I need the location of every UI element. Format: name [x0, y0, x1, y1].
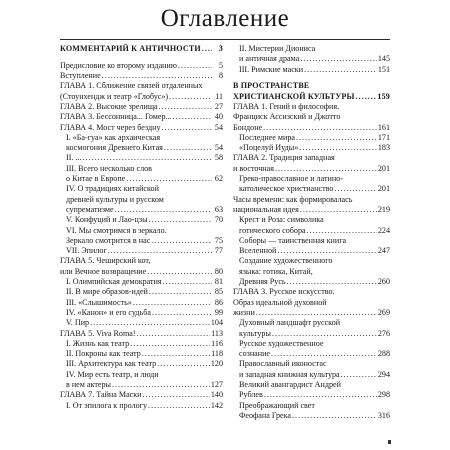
toc-entry: [60, 112, 223, 122]
toc-page-number: 113: [211, 328, 223, 338]
toc-entry-text: и восточная: [233, 163, 274, 173]
toc-entry-text: Греко-православное и латино-: [239, 174, 343, 184]
toc-page-number: 298: [377, 390, 390, 400]
toc-entry: [233, 65, 390, 75]
toc-right-column: [233, 44, 390, 421]
dot-leader: [292, 411, 377, 421]
toc-entry-text: Феофана Грека: [239, 410, 292, 420]
toc-entry-text: и античная драма: [239, 54, 300, 64]
toc-entry: [60, 401, 223, 411]
toc-entry: [233, 401, 390, 422]
toc-entry-text: VI. Мы смотримся в зеркало.: [66, 225, 167, 235]
dot-leader: [256, 308, 377, 318]
toc-entry: [60, 164, 223, 185]
dot-leader: [263, 123, 377, 133]
toc-page-number: 183: [377, 143, 390, 153]
toc-page-number: 201: [377, 184, 390, 194]
toc-entry-text: ГЛАВА 2. Высокие зрелища: [60, 101, 158, 111]
toc-entry: [233, 256, 390, 287]
toc-entry: [60, 298, 223, 308]
dot-leader: [304, 65, 377, 75]
toc-page-number: 86: [214, 297, 223, 307]
toc-page-number: 8: [218, 71, 223, 81]
toc-entry-text: ГЛАВА 3. Русское искусство.: [233, 287, 335, 297]
toc-entry: [60, 61, 223, 71]
toc-entry: [60, 318, 223, 328]
toc-entry: [233, 215, 390, 236]
toc-entry: [233, 81, 390, 102]
toc-entry: [60, 359, 223, 369]
toc-entry: [233, 236, 390, 257]
toc-entry-text: III. Римские маски: [239, 64, 304, 74]
dot-leader: [159, 102, 212, 112]
toc-entry: [233, 133, 390, 143]
toc-entry-text: Русское художественное: [239, 338, 324, 348]
toc-page-number: 85: [214, 287, 223, 297]
toc-page-number: 161: [377, 122, 390, 132]
toc-entry-text: Предисловие ко второму изданию: [60, 60, 177, 70]
toc-page-number: 294: [377, 369, 390, 379]
toc-entry-text: III. Архитектура как театр: [66, 359, 157, 369]
toc-entry-text: I. Олимпийская демократия: [66, 277, 162, 287]
dot-leader: [157, 359, 210, 369]
dot-leader: [264, 390, 377, 400]
toc-page-number: 219: [377, 204, 390, 214]
toc-entry: [233, 287, 390, 318]
dot-leader: [164, 143, 212, 153]
toc-entry: [60, 215, 223, 225]
toc-page-number: 151: [377, 64, 390, 74]
dot-leader: [142, 349, 210, 359]
toc-entry-text: Вступление: [60, 71, 101, 81]
toc-entry: [60, 133, 223, 154]
toc-entry: [233, 318, 390, 339]
toc-page-number: 40: [214, 112, 223, 122]
dot-leader: [133, 298, 212, 308]
toc-entry-text: в нем актеры: [66, 380, 111, 389]
dot-leader: [137, 329, 211, 339]
toc-entry-text: Рублев: [239, 390, 263, 400]
dot-leader: [126, 174, 212, 184]
toc-page-number: 288: [377, 349, 390, 359]
toc-entry: [60, 123, 223, 133]
dot-leader: [112, 380, 210, 390]
toc-entry: [60, 226, 223, 247]
toc-entry-text: Крест и Роза: символика: [239, 215, 324, 225]
dot-leader: [202, 44, 212, 54]
toc-entry-text: ГЛАВА 3. Бессонница... Гомер...: [60, 112, 172, 122]
toc-entry: [233, 44, 390, 65]
toc-page-number: 260: [377, 277, 390, 287]
toc-entry: [233, 339, 390, 360]
dot-leader: [287, 277, 377, 287]
toc-entry: [60, 370, 223, 391]
toc-entry: [233, 153, 390, 174]
dot-leader: [115, 205, 212, 215]
page-corner-mark: [388, 440, 391, 444]
toc-entry-text: ГЛАВА 1. Гений и философия.: [233, 101, 340, 111]
dot-leader: [178, 61, 212, 71]
toc-entry-text: Соборы — таинственная книга: [239, 235, 347, 245]
dot-leader: [149, 215, 212, 225]
toc-entry: [233, 143, 390, 153]
dot-leader: [130, 339, 210, 349]
toc-entry-text: III. Всего несколько слов: [66, 163, 153, 173]
toc-page-number: 54: [214, 122, 223, 132]
toc-page-number: 140: [210, 390, 223, 400]
toc-entry-text: II. ...: [66, 153, 82, 163]
toc-page-number: 62: [214, 174, 223, 184]
dot-leader: [149, 287, 212, 297]
dot-leader: [173, 112, 212, 122]
dot-leader: [356, 92, 377, 102]
toc-page-number: 63: [214, 204, 223, 214]
dot-leader: [143, 390, 210, 400]
dot-leader: [148, 401, 210, 411]
toc-entry: [60, 184, 223, 215]
dot-leader: [334, 184, 376, 194]
toc-entry-text: Великий авангардист Андрей: [239, 380, 341, 389]
dot-leader: [163, 277, 212, 287]
toc-page-number: 142: [210, 400, 223, 410]
toc-entry-text: VII. Эпилог: [66, 246, 107, 256]
toc-entry-text: II. Покроны как театр: [66, 349, 141, 359]
dot-leader: [83, 153, 212, 163]
toc-entry: [233, 174, 390, 195]
toc-entry: [233, 380, 390, 401]
toc-entry: [233, 102, 390, 133]
toc-entry-text: ГЛАВА 5. Чеширский кот,: [60, 256, 151, 266]
toc-entry: [60, 277, 223, 287]
toc-entry-text: Преображающий свет: [239, 400, 315, 410]
dot-leader: [90, 318, 210, 328]
toc-entry-text: и западная книжная культура: [239, 369, 340, 379]
toc-entry-text: ГЛАВА 5. Viva Roma!: [60, 328, 136, 338]
dot-leader: [151, 236, 212, 246]
toc-entry-text: католическое христианство: [239, 184, 334, 194]
toc-entry-text: жизни: [233, 307, 255, 317]
toc-page-number: 77: [214, 246, 223, 256]
dot-leader: [307, 226, 377, 236]
toc-entry-text: Православный иконостас: [239, 359, 327, 369]
toc-entry-text: Франциск Ассизский и Джотто: [233, 112, 341, 122]
toc-entry-text: Образ идеальной духовной: [233, 297, 327, 307]
toc-page-number: 116: [211, 338, 223, 348]
toc-entry: [60, 153, 223, 163]
toc-entry: [60, 81, 223, 102]
toc-entry-text: супрематизме: [66, 204, 114, 214]
dot-leader: [169, 92, 212, 102]
toc-page-number: 171: [377, 132, 390, 142]
toc-entry-text: Духовный ландшафт русской: [239, 318, 341, 328]
toc-entry-text: IV. О традициях китайской: [66, 184, 159, 194]
toc-entry: [233, 195, 390, 216]
toc-page-number: 145: [377, 54, 390, 64]
title-divider: [60, 39, 390, 40]
dot-leader: [300, 205, 377, 215]
toc-page-number: 201: [377, 163, 390, 173]
toc-entry-text: II. Мистерии Диониса: [239, 44, 316, 53]
toc-entry-text: готического собора: [239, 225, 306, 235]
toc-entry: [233, 359, 390, 380]
toc-entry: [60, 308, 223, 318]
toc-entry-text: Последнее мира: [239, 132, 295, 142]
dot-leader: [272, 329, 377, 339]
toc-page-number: 316: [377, 410, 390, 420]
dot-leader: [147, 267, 212, 277]
dot-leader: [271, 349, 377, 359]
toc-entry-text: Древняя Русь: [239, 277, 286, 287]
toc-entry-text: космогония Древнего Китая: [66, 143, 163, 153]
toc-entry: [60, 339, 223, 349]
dot-leader: [341, 370, 377, 380]
toc-page-number: 127: [210, 380, 223, 389]
toc-entry-text: о Китае в Европе: [66, 174, 126, 184]
toc-entry: [60, 329, 223, 339]
dot-leader: [108, 246, 212, 256]
toc-page-number: 120: [210, 359, 223, 369]
toc-entry-text: IV. «Канон» и его судьба: [66, 307, 151, 317]
toc-entry: [60, 44, 223, 54]
toc-entry-text: IV. Мир есть театр, и люди: [66, 369, 159, 379]
toc-entry-text: ХРИСТИАНСКОЙ КУЛЬТУРЫ: [233, 91, 355, 101]
dot-leader: [275, 164, 377, 174]
page-title: Оглавление: [160, 5, 290, 32]
toc-entry-text: I. От эпилога к прологу: [66, 400, 148, 410]
dot-leader: [296, 133, 377, 143]
toc-entry-text: сознание: [239, 349, 271, 359]
toc-entry-text: культуры: [239, 328, 271, 338]
toc-page-number: 75: [214, 235, 223, 245]
toc-page-number: 276: [377, 328, 390, 338]
toc-page-number: 99: [214, 307, 223, 317]
toc-entry-text: I. «Ба-гуа» как архаическая: [66, 132, 161, 142]
toc-page-number: 5: [218, 60, 223, 70]
toc-page-number: 104: [210, 318, 223, 328]
toc-entry-text: Бондоне: [233, 122, 263, 132]
toc-entry-text: Вселенной: [239, 246, 277, 256]
toc-entry-text: «Поцелуй Иуды»: [239, 143, 299, 153]
toc-entry: [60, 287, 223, 297]
toc-entry: [60, 256, 223, 277]
toc-entry-text: национальная идея: [233, 204, 299, 214]
toc-entry: [60, 349, 223, 359]
toc-entry: [60, 102, 223, 112]
toc-page-number: 159: [377, 91, 390, 101]
toc-page-number: 27: [214, 101, 223, 111]
toc-entry-text: ГЛАВА 7. Тайна Маски: [60, 390, 142, 400]
toc-entry-text: языка: готика, Китай,: [239, 266, 313, 276]
toc-entry-text: В ПРОСТРАНСТВЕ: [233, 81, 310, 91]
toc-page-number: 118: [211, 349, 223, 359]
toc-entry-text: ГЛАВА 2. Традиция западная: [233, 153, 335, 163]
toc-entry-text: или Вечное возвращение: [60, 266, 147, 276]
toc-page-number: 269: [377, 307, 390, 317]
toc-entry-text: V. Пир: [66, 318, 90, 328]
toc-page-number: 81: [214, 277, 223, 287]
toc-entry-text: (Стоунхендж и театр «Глобус»): [60, 91, 169, 101]
dot-leader: [300, 54, 377, 64]
dot-leader: [162, 123, 212, 133]
toc-entry-text: древней культуры и русском: [66, 194, 164, 204]
toc-entry-text: Часы времени: как формировалась: [233, 194, 353, 204]
toc-entry-text: Создание художественного: [239, 256, 333, 266]
toc-page-number: 11: [215, 91, 223, 101]
toc-entry: [60, 246, 223, 256]
toc-page-number: 80: [214, 266, 223, 276]
toc-entry-text: III. «Слышимость»: [66, 297, 132, 307]
toc-page-number: 54: [214, 143, 223, 153]
toc-page-number: 70: [214, 215, 223, 225]
toc-entry-text: КОММЕНТАРИЙ К АНТИЧНОСТИ: [60, 44, 201, 53]
toc-left-column: [60, 44, 223, 411]
toc-entry-text: ГЛАВА 4. Мост через бездну: [60, 122, 161, 132]
toc-page-number: 3: [218, 44, 223, 53]
toc-page-number: 224: [377, 225, 390, 235]
dot-leader: [277, 246, 377, 256]
dot-leader: [102, 71, 212, 81]
toc-entry-text: I. Жизнь как театр: [66, 338, 130, 348]
toc-entry-text: ГЛАВА 1. Сближение связей отдаленных: [60, 81, 203, 91]
toc-entry-text: V. Конфуций и Лао-цзы: [66, 215, 148, 225]
toc-entry-text: Зеркало смотрится в нас: [66, 235, 151, 245]
toc-entry: [60, 390, 223, 400]
toc-entry: [60, 71, 223, 81]
toc-page-number: 58: [214, 153, 223, 163]
dot-leader: [299, 143, 377, 153]
toc-page-number: 247: [377, 246, 390, 256]
dot-leader: [152, 308, 212, 318]
toc-entry-text: II. В мире образов-идей: [66, 287, 148, 297]
